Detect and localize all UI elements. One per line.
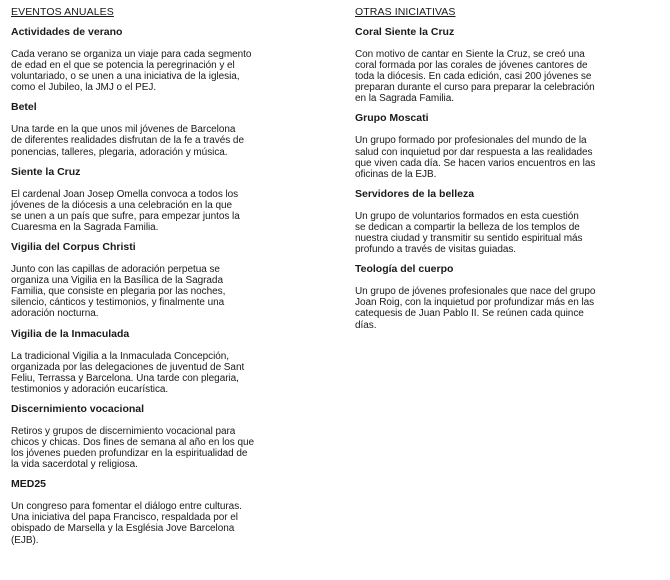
section-title: Grupo Moscati — [355, 112, 429, 125]
body-line: La tradicional Vigilia a la Inmaculada Concepción, — [11, 350, 230, 362]
body-line: Un grupo de jóvenes profesionales que nace del grupo — [355, 286, 596, 298]
body-line: jóvenes de la diócesis a una celebración en la que — [11, 199, 232, 211]
body-line: organiza una Vigilia en la Basílica de la Sagrada — [11, 275, 223, 287]
column-title-eventos-anuales: EVENTOS ANUALES — [11, 6, 114, 18]
left-sections — [11, 26, 286, 546]
body-line: de edad en el que se potencia la peregrinación y el — [11, 60, 235, 72]
body-line: chicos y chicas. Dos fines de semana al año en los que — [11, 436, 254, 448]
body-line: El cardenal Joan Josep Omella convoca a todos los — [11, 188, 239, 200]
section-title: Coral Siente la Cruz — [355, 26, 455, 38]
body-line: Familia, que consiste en plegaria por las noches, — [11, 286, 226, 298]
body-line: adoración nocturna. — [11, 308, 99, 320]
section-title: Vigilia del Corpus Christi — [11, 241, 136, 254]
body-line: la vida sacerdotal y religiosa. — [11, 459, 138, 471]
body-line: Cada verano se organiza un viaje para cada segmento — [11, 49, 252, 60]
body-line: preparan durante el curso para preparar la celebración — [355, 82, 595, 94]
body-line: Un grupo de voluntarios formados en esta cuestión — [355, 210, 579, 222]
section-body — [355, 211, 625, 255]
body-line: Una tarde en la que unos mil jóvenes de Barcelona — [11, 124, 236, 136]
body-line: catequesis de Juan Pablo II. Se reúnen cada quince — [355, 308, 584, 320]
section-title: Servidores de la belleza — [355, 187, 475, 200]
section-title: Discernimiento vocacional — [11, 402, 145, 415]
body-line: Con motivo de cantar en Siente la Cruz, se creó una — [355, 49, 585, 60]
body-line: obispado de Marsella y la Església Jove Barcelona — [11, 523, 235, 535]
body-line: Retiros y grupos de discernimiento vocacional para — [11, 425, 236, 437]
section-body — [11, 124, 286, 157]
body-line: de diferentes realidades disfrutan de la fe a través de — [11, 135, 244, 147]
section-title: Betel — [11, 101, 37, 114]
section-title: MED25 — [11, 478, 47, 491]
body-line: ponencias, talleres, plegaria, adoración y música. — [11, 146, 228, 158]
left-column — [11, 6, 286, 554]
section-body — [355, 49, 625, 104]
section-title: Siente la Cruz — [11, 165, 81, 178]
body-line: silencio, cánticos y testimonios, y finalmente una — [11, 297, 225, 309]
body-line: coral formada por las corales de jóvenes cantores de — [355, 60, 588, 72]
body-line: los jóvenes pueden profundizar en la espiritualidad de — [11, 448, 248, 460]
section-body — [11, 49, 286, 93]
section-body — [11, 426, 286, 470]
body-line: días. — [355, 319, 377, 331]
body-line: como el Jubileo, la JMJ o el PEJ. — [11, 82, 157, 94]
section-body — [355, 135, 625, 179]
section-title: Actividades de verano — [11, 26, 123, 38]
body-line: Junto con las capillas de adoración perpetua se — [11, 264, 220, 276]
section-body — [11, 351, 286, 395]
body-line: Un congreso para fomentar el diálogo entre culturas. — [11, 501, 242, 513]
body-line: Cuaresma en la Sagrada Familia. — [11, 221, 159, 233]
body-line: Un grupo formado por profesionales del mundo de la — [355, 135, 587, 147]
body-line: nuestra ciudad y transmitir su sentido espiritual más — [355, 233, 583, 245]
body-line: testimonios y adoración eucarística. — [11, 383, 169, 395]
section-body — [11, 501, 286, 545]
body-line: salud con inquietud por dar respuesta a las realidades — [355, 146, 593, 158]
body-line: en la Sagrada Familia. — [355, 93, 454, 105]
body-line: voluntariado, o se unen a una iniciativa de la iglesia, — [11, 71, 240, 83]
body-line: se dedican a compartir la belleza de los templos de — [355, 221, 580, 233]
section-title: Teología del cuerpo — [355, 263, 454, 276]
body-line: organizada por las delegaciones de juventud de Sant — [11, 361, 245, 373]
body-line: que viven cada día. Se hacen varios encuentros en las — [355, 157, 596, 169]
body-line: profundo a través de visitas guiadas. — [355, 244, 517, 256]
section-body — [11, 264, 286, 319]
body-line: oficinas de la EJB. — [355, 168, 437, 180]
right-sections — [355, 26, 625, 331]
body-line: Joan Roig, con la inquietud por profundizar más en las — [355, 297, 595, 309]
body-line: Feliu, Terrassa y Barcelona. Una tarde con plegaria, — [11, 372, 239, 384]
section-body — [355, 286, 625, 330]
right-column — [355, 6, 625, 339]
body-line: toda la diócesis. En cada edición, casi 200 jóvenes se — [355, 71, 592, 83]
section-title: Vigilia de la Inmaculada — [11, 327, 130, 340]
section-body — [11, 189, 286, 233]
body-line: (EJB). — [11, 534, 39, 546]
column-title-otras-iniciativas: OTRAS INICIATIVAS — [355, 6, 456, 18]
body-line: se unen a un país que sufre, para empezar juntos la — [11, 210, 240, 222]
body-line: Una iniciativa del papa Francisco, respaldada por el — [11, 512, 238, 524]
